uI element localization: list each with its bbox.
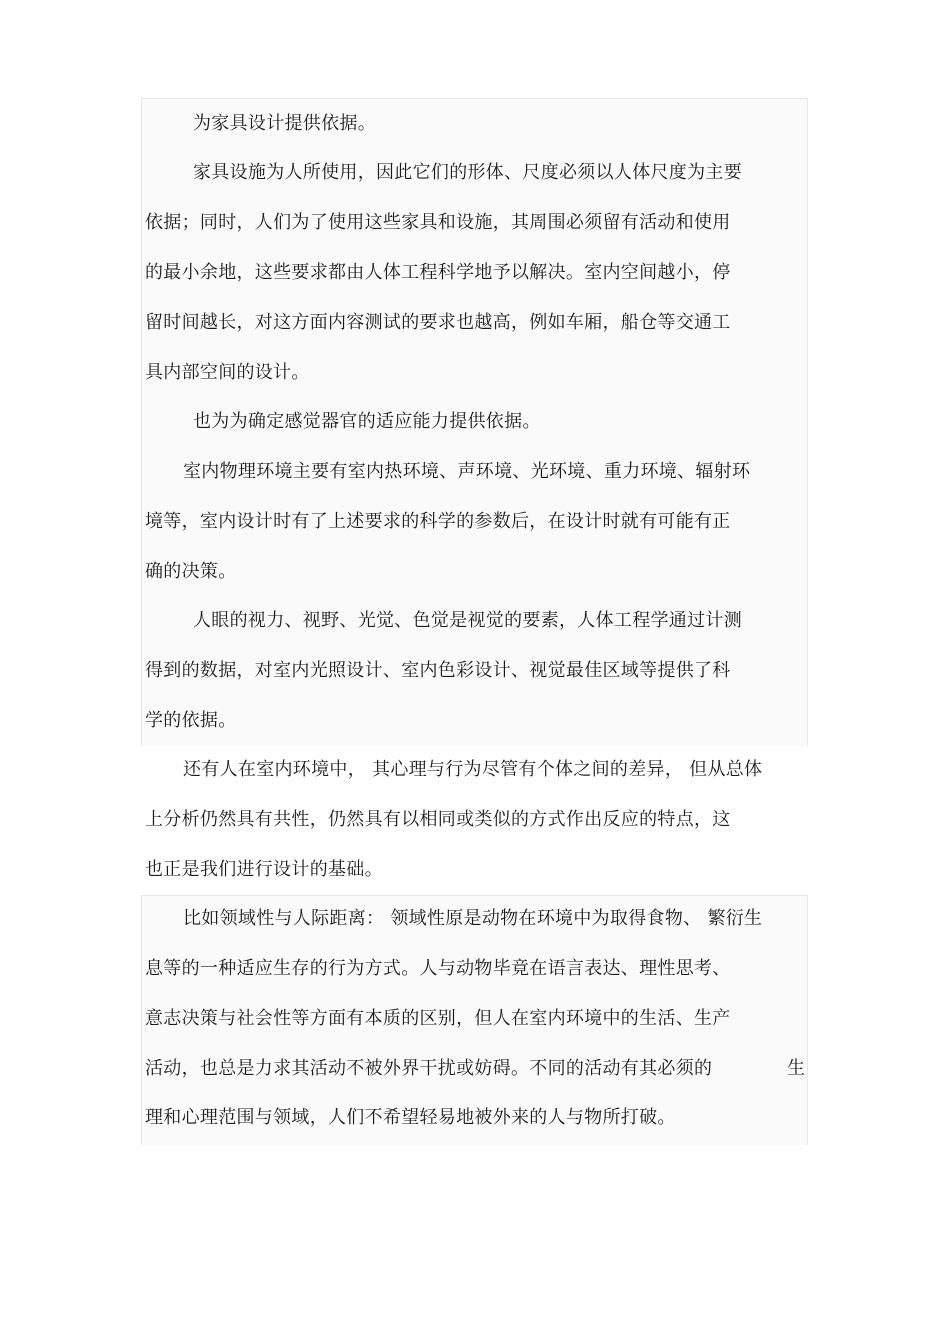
paragraph-line: 意志决策与社会性等方面有本质的区别，但人在室内环境中的生活、生产 [145,1008,731,1029]
paragraph-line: 学的依据。 [145,710,237,731]
paragraph-line: 理和心理范围与领域，人们不希望轻易地被外来的人与物所打破。 [145,1107,676,1128]
paragraph-line: 人眼的视力、视野、光觉、色觉是视觉的要素，人体工程学通过计测 [193,610,742,631]
paragraph-line: 比如领域性与人际距离： 领域性原是动物在环境中为取得食物、 繁衍生 [183,908,763,929]
paragraph-line: 上分析仍然具有共性，仍然具有以相同或类似的方式作出反应的特点，这 [145,809,731,830]
paragraph-line: 活动，也总是力求其活动不被外界干扰或妨碍。不同的活动有其必须的 [145,1058,713,1079]
paragraph-line: 留时间越长，对这方面内容测试的要求也越高，例如车厢，船仓等交通工 [145,312,731,333]
paragraph-line: 得到的数据，对室内光照设计、室内色彩设计、视觉最佳区域等提供了科 [145,660,731,681]
paragraph-line: 还有人在室内环境中， 其心理与行为尽管有个体之间的差异， 但从总体 [183,759,763,780]
paragraph-line: 室内物理环境主要有室内热环境、声环境、光环境、重力环境、辐射环 [183,461,751,482]
paragraph-line: 也为为确定感觉器官的适应能力提供依据。 [193,411,541,432]
paragraph-line: 依据；同时，人们为了使用这些家具和设施，其周围必须留有活动和使用 [145,212,731,233]
paragraph-line: 确的决策。 [145,561,237,582]
paragraph-line: 家具设施为人所使用，因此它们的形体、尺度必须以人体尺度为主要 [193,162,742,183]
paragraph-line: 具内部空间的设计。 [145,362,310,383]
paragraph-line: 为家具设计提供依据。 [193,113,376,134]
paragraph-line: 的最小余地，这些要求都由人体工程科学地予以解决。室内空间越小，停 [145,262,731,283]
paragraph-line: 也正是我们进行设计的基础。 [145,859,383,880]
paragraph-line: 生 [787,1058,806,1079]
paragraph-line: 息等的一种适应生存的行为方式。人与动物毕竟在语言表达、理性思考、 [145,958,731,979]
paragraph-line: 境等，室内设计时有了上述要求的科学的参数后，在设计时就有可能有正 [145,511,731,532]
